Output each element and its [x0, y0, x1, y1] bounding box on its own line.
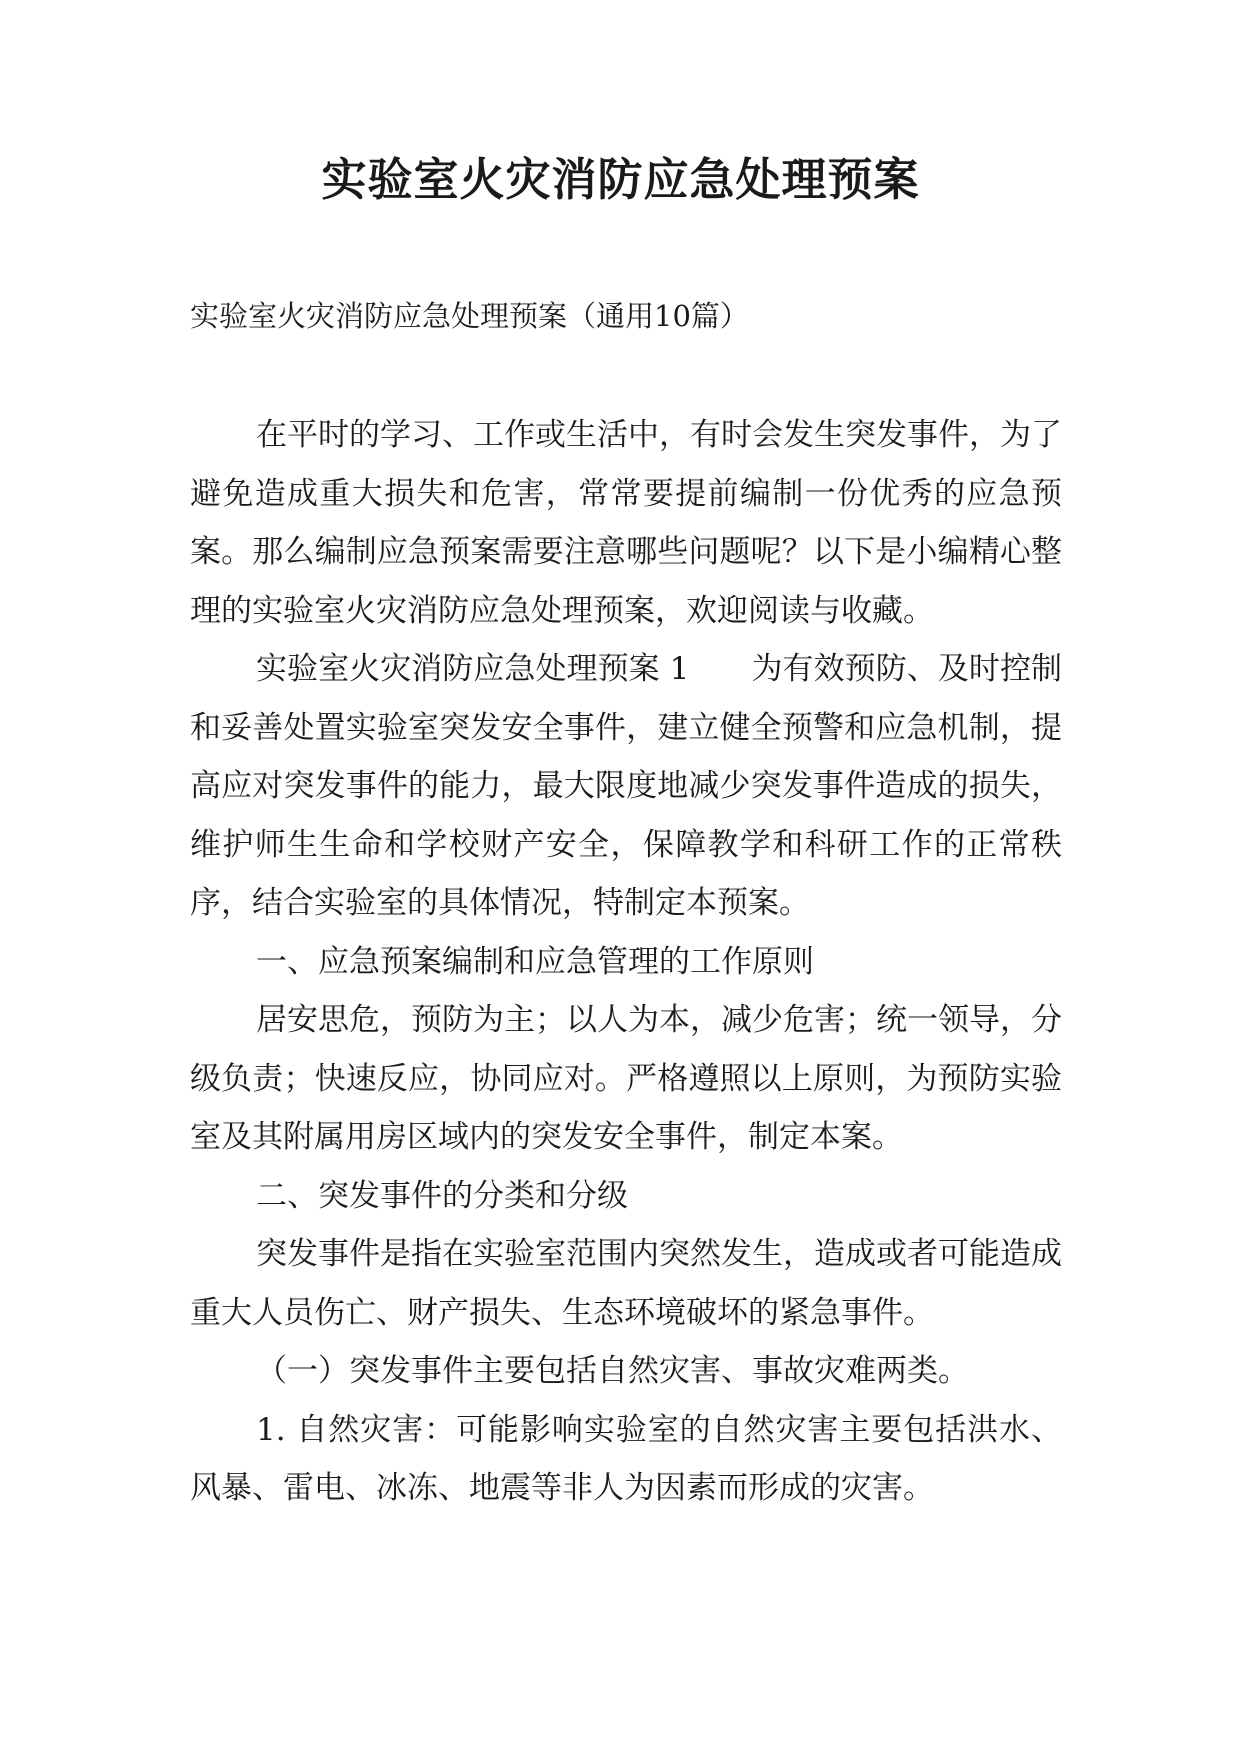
- paragraph-natural-disasters: 1. 自然灾害：可能影响实验室的自然灾害主要包括洪水、风暴、雷电、冰冻、地震等非人为因素而形成的灾害。: [190, 1411, 1062, 1506]
- document-subtitle: 实验室火灾消防应急处理预案（通用10篇）: [190, 299, 749, 333]
- heading-principles: 一、应急预案编制和应急管理的工作原则: [256, 943, 814, 980]
- paragraph-intro: 在平时的学习、工作或生活中，有时会发生突发事件，为了避免造成重大损失和危害，常常要提前编制一份优秀的应急预案。那么编制应急预案需要注意哪些问题呢？以下是小编精心整理的实验室火灾消防应急处理预案，欢迎阅读与收藏。: [190, 417, 1062, 629]
- document-body: [190, 406, 1062, 1518]
- document-title: 实验室火灾消防应急处理预案: [321, 153, 920, 206]
- paragraph-types: （一）突发事件主要包括自然灾害、事故灾难两类。: [256, 1353, 969, 1389]
- paragraph-plan-1: 实验室火灾消防应急处理预案 1 为有效预防、及时控制和妥善处置实验室突发安全事件，建立健全预警和应急机制，提高应对突发事件的能力，最大限度地减少突发事件造成的损失，维护师生生命和学校财产安全，保障教学和科研工作的正常秩序，结合实验室的具体情况，特制定本预案。: [190, 651, 1062, 921]
- paragraph-principles: 居安思危，预防为主；以人为本，减少危害；统一领导，分级负责；快速反应，协同应对。严格遵照以上原则，为预防实验室及其附属用房区域内的突发安全事件，制定本案。: [190, 1002, 1062, 1155]
- paragraph-definition: 突发事件是指在实验室范围内突然发生，造成或者可能造成重大人员伤亡、财产损失、生态环境破坏的紧急事件。: [190, 1236, 1062, 1331]
- heading-classification: 二、突发事件的分类和分级: [256, 1177, 628, 1214]
